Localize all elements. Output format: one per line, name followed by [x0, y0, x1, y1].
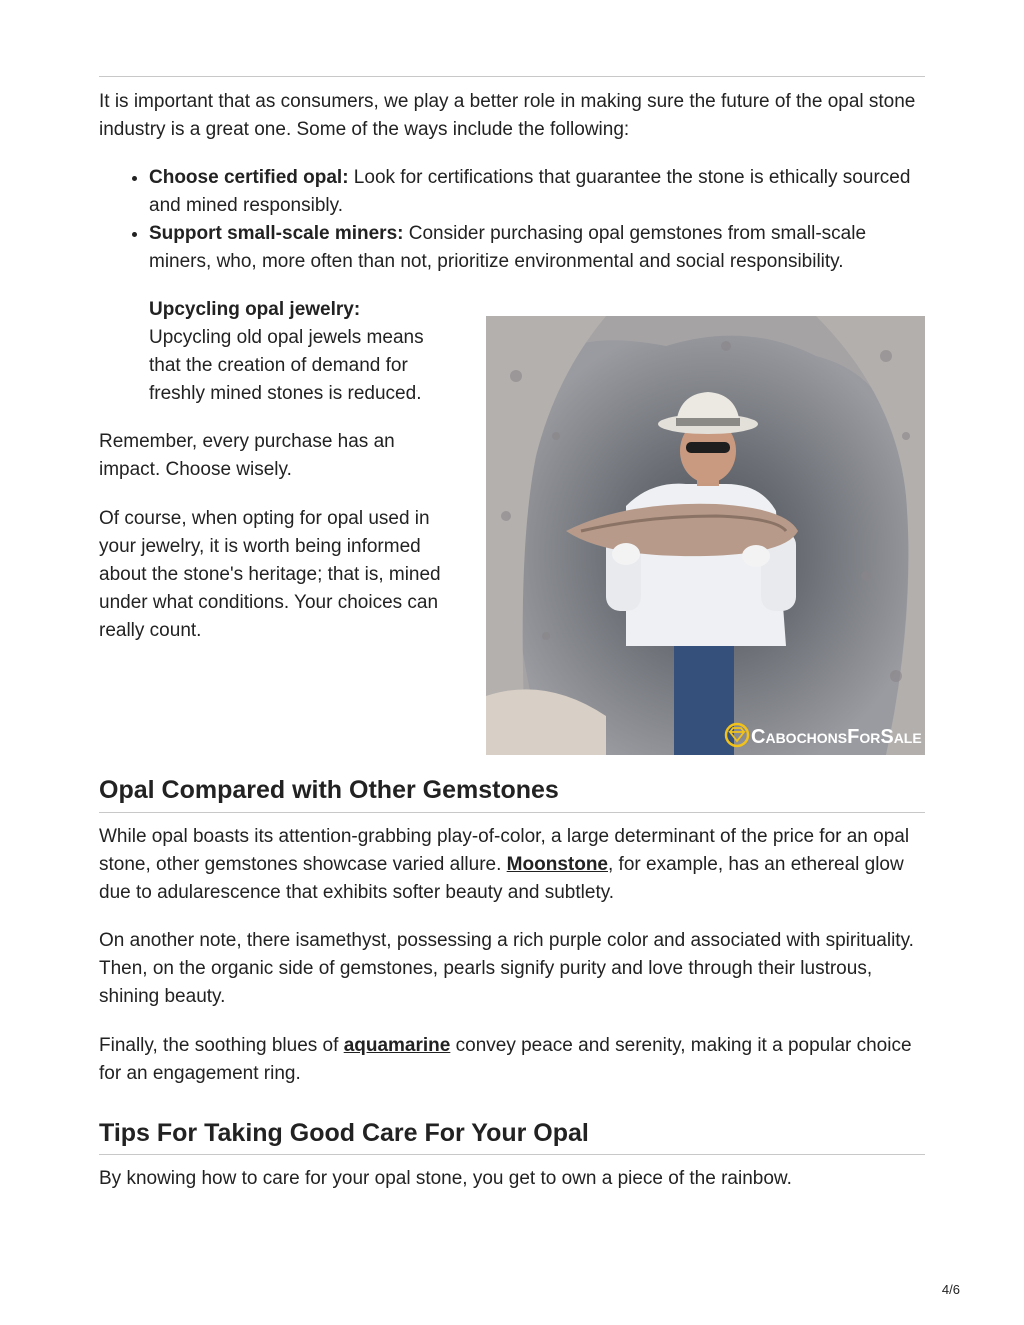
section-divider — [99, 1154, 925, 1155]
photo-watermark: CABOCHONSFORSALE — [751, 726, 922, 748]
list-item — [149, 220, 925, 276]
remember-paragraph: Remember, every purchase has an impact. Choose wisely. — [99, 431, 395, 480]
text-span: Finally, the soothing blues of — [99, 1035, 344, 1056]
text-span: , for example, has an ethereal glow due to adularescence that exhibits softer beauty and subtlety. — [99, 854, 904, 903]
top-divider — [99, 76, 925, 77]
text-span: convey peace and serenity, making it a popular choice for an engagement ring. — [99, 1035, 912, 1084]
compare-paragraph-1 — [99, 823, 925, 907]
tips-list — [99, 164, 925, 276]
moonstone-link[interactable]: Moonstone — [506, 854, 608, 875]
list-item-term: Choose certified opal: — [149, 167, 349, 188]
list-item-text: Consider purchasing opal gemstones from small-scale miners, who, more often than not, prioritize environmental and social responsibility. — [149, 223, 867, 272]
compare-paragraph-3 — [99, 1032, 925, 1088]
opal-miner-photo — [486, 316, 925, 755]
list-item — [149, 164, 925, 220]
compare-paragraph-2: On another note, there isamethyst, possessing a rich purple color and associated with spirituality. Then, on the organic side of gemstones, pearls signify purity and love through their lustrous, shining beauty. — [99, 930, 914, 1007]
list-item-term: Support small-scale miners: — [149, 223, 404, 244]
page-number: 4/6 — [941, 1282, 960, 1297]
section-heading-tips: Tips For Taking Good Care For Your Opal — [99, 1119, 589, 1147]
section-divider — [99, 812, 925, 813]
upcycle-text: Upcycling old opal jewels means that the creation of demand for freshly mined stones is reduced. — [149, 327, 424, 404]
upcycle-term: Upcycling opal jewelry: — [149, 299, 361, 320]
tips-paragraph: By knowing how to care for your opal stone, you get to own a piece of the rainbow. — [99, 1168, 792, 1189]
text-span: While opal boasts its attention-grabbing play-of-color, a large determinant of the price for an opal stone, other gemstones showcase varied allure. — [99, 826, 910, 875]
upcycle-block — [149, 296, 459, 408]
heritage-paragraph: Of course, when opting for opal used in your jewelry, it is worth being informed about the stone's heritage; that is, mined under what conditions. Your choices can really count. — [99, 508, 441, 641]
photo-illustration — [486, 316, 925, 755]
list-item-text: Look for certifications that guarantee the stone is ethically sourced and mined responsibly. — [149, 167, 911, 216]
aquamarine-link[interactable]: aquamarine — [343, 1035, 451, 1056]
intro-paragraph: It is important that as consumers, we play a better role in making sure the future of the opal stone industry is a great one. Some of the ways include the following: — [99, 91, 916, 140]
section-heading-compare: Opal Compared with Other Gemstones — [99, 776, 559, 804]
